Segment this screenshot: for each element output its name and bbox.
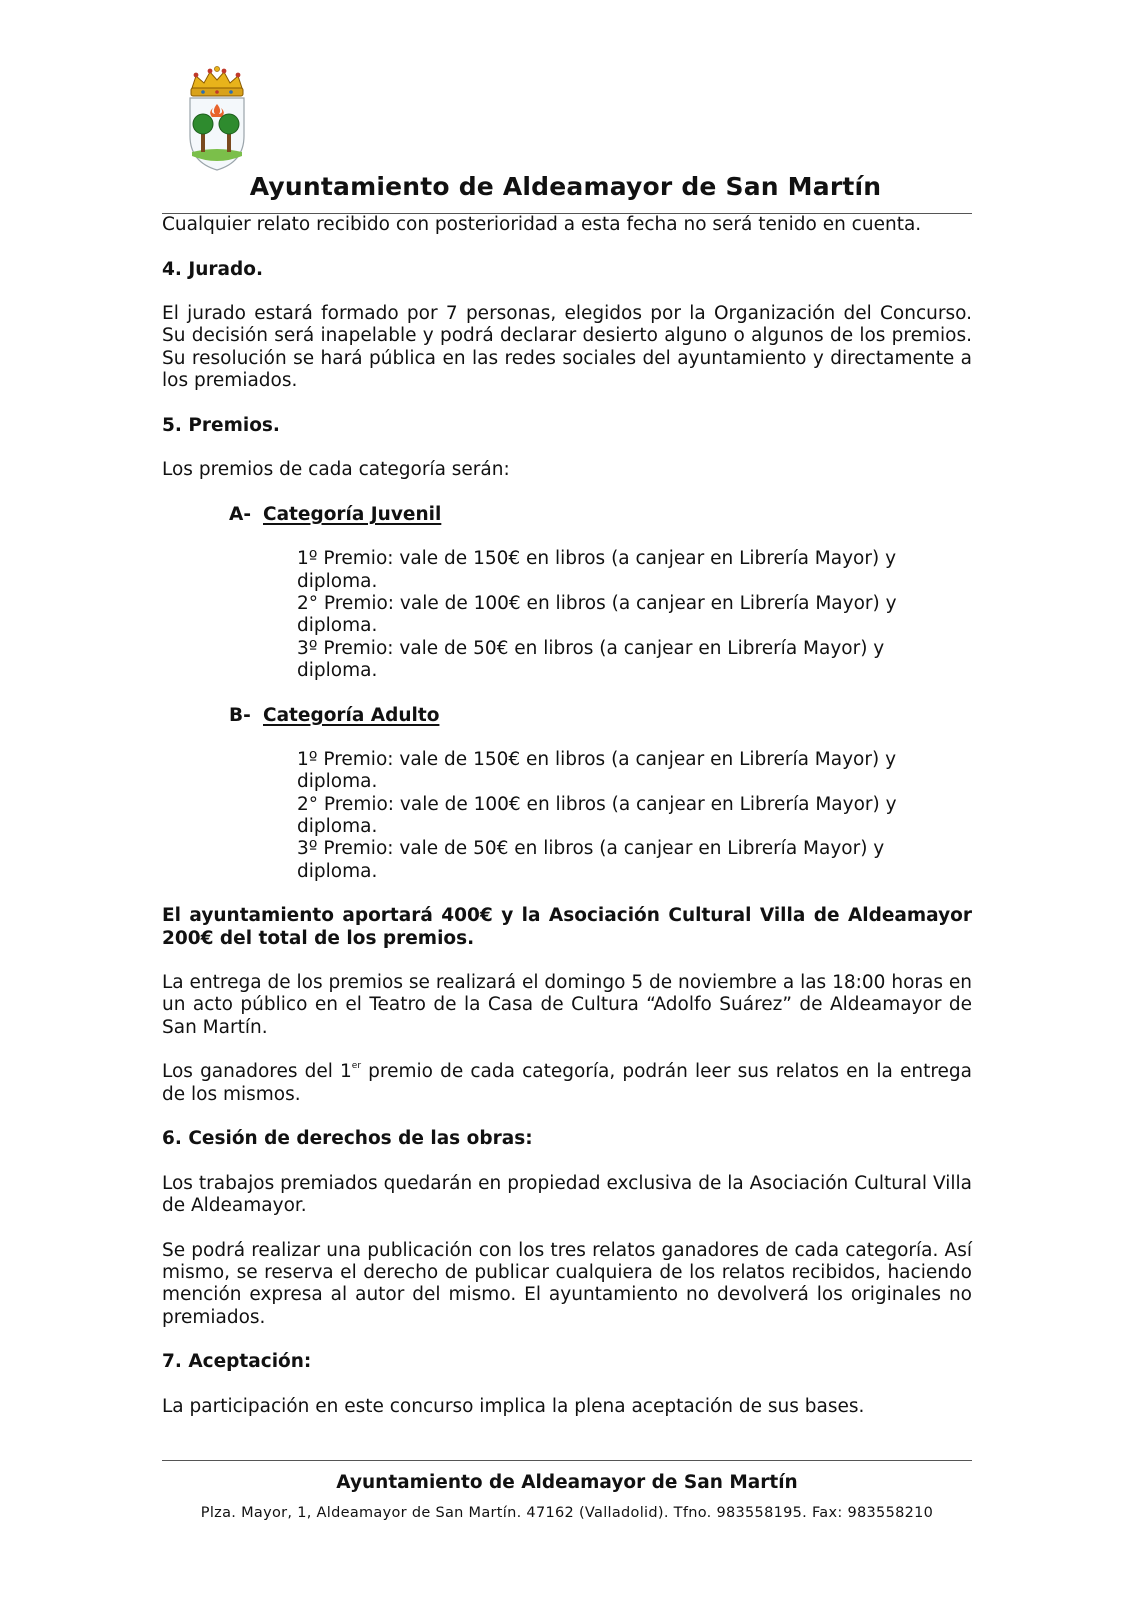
section-heading-cesion: 6. Cesión de derechos de las obras: — [162, 1128, 533, 1150]
prize-line-cont: diploma. — [297, 771, 378, 793]
prize-line-cont: diploma. — [297, 659, 378, 681]
footer-address: Plza. Mayor, 1, Aldeamayor de San Martín. 47162 (Valladolid). Tfno. 983558195. Fax: 983558210 — [200, 1505, 934, 1521]
footer-divider — [162, 1460, 972, 1461]
category-letter: A- — [229, 503, 251, 525]
prize-line: 2° Premio: vale de 100€ en libros (a canjear en Librería Mayor) y — [297, 593, 897, 615]
category-name: Categoría Adulto — [263, 704, 440, 726]
prize-line-cont: diploma. — [297, 615, 378, 637]
coat-of-arms-icon — [186, 66, 248, 174]
header-title: Ayuntamiento de Aldeamayor de San Martín — [249, 172, 882, 201]
funding-paragraph: El ayuntamiento aportará 400€ y la Asociación Cultural Villa de Aldeamayor 200€ del total de los premios. — [162, 905, 972, 949]
category-heading-adulto — [229, 705, 972, 727]
prize-line-cont: diploma. — [297, 816, 378, 838]
category-letter: B- — [229, 704, 251, 726]
prize-item — [297, 638, 972, 683]
prize-item — [297, 593, 972, 638]
prize-line: 3º Premio: vale de 50€ en libros (a canjear en Librería Mayor) y — [297, 637, 885, 659]
section-heading-aceptacion: 7. Aceptación: — [162, 1351, 312, 1373]
premios-intro: Los premios de cada categoría serán: — [162, 459, 510, 481]
section-heading-jurado: 4. Jurado. — [162, 258, 263, 280]
category-name: Categoría Juvenil — [263, 503, 442, 525]
section-heading-premios: 5. Premios. — [162, 414, 280, 436]
ganadores-paragraph — [162, 1061, 972, 1106]
prize-item — [297, 794, 972, 839]
prize-list-adulto — [297, 749, 972, 883]
category-heading-juvenil — [229, 504, 972, 526]
prize-line: 2° Premio: vale de 100€ en libros (a canjear en Librería Mayor) y — [297, 793, 897, 815]
cesion-paragraph: Los trabajos premiados quedarán en propiedad exclusiva de la Asociación Cultural Villa de Aldeamayor. — [162, 1172, 972, 1217]
ganadores-text-end: premio de cada categoría, podrán leer sus relatos en la entrega de los mismos. — [162, 1061, 973, 1105]
prize-line: 3º Premio: vale de 50€ en libros (a canjear en Librería Mayor) y — [297, 838, 885, 860]
prize-line-cont: diploma. — [297, 570, 378, 592]
prize-line: 1º Premio: vale de 150€ en libros (a canjear en Librería Mayor) y — [297, 548, 897, 570]
aceptacion-paragraph: La participación en este concurso implica la plena aceptación de sus bases. — [162, 1395, 865, 1417]
ganadores-text-start: Los ganadores del 1 — [162, 1061, 352, 1083]
document-body — [162, 214, 972, 1440]
prize-item — [297, 749, 972, 794]
intro-paragraph: Cualquier relato recibido con posterioridad a esta fecha no será tenido en cuenta. — [162, 214, 922, 235]
footer-title: Ayuntamiento de Aldeamayor de San Martín — [336, 1472, 798, 1493]
prize-item — [297, 548, 972, 593]
prize-line: 1º Premio: vale de 150€ en libros (a canjear en Librería Mayor) y — [297, 749, 897, 771]
prize-list-juvenil — [297, 548, 972, 682]
entrega-paragraph: La entrega de los premios se realizará el domingo 5 de noviembre a las 18:00 horas en un acto público en el Teatro de la Casa de Cultura “Adolfo Suárez” de Aldeamayor de San Martín. — [162, 972, 972, 1038]
prize-line-cont: diploma. — [297, 860, 378, 882]
publicacion-paragraph: Se podrá realizar una publicación con los tres relatos ganadores de cada categoría. Así mismo, se reserva el derecho de publicar cualquiera de los relatos recibidos, haciendo mención expresa al autor del mismo. El ayuntamiento no devolverá los originales no premiados. — [162, 1239, 972, 1328]
jurado-paragraph: El jurado estará formado por 7 personas, elegidos por la Organización del Concurso. Su decisión será inapelable y podrá declarar desierto alguno o algunos de los premios. Su resolución se hará pública en las redes sociales del ayuntamiento y directamente a los premiados. — [162, 303, 972, 392]
ordinal-superscript: er — [351, 1061, 362, 1072]
prize-item — [297, 838, 972, 883]
